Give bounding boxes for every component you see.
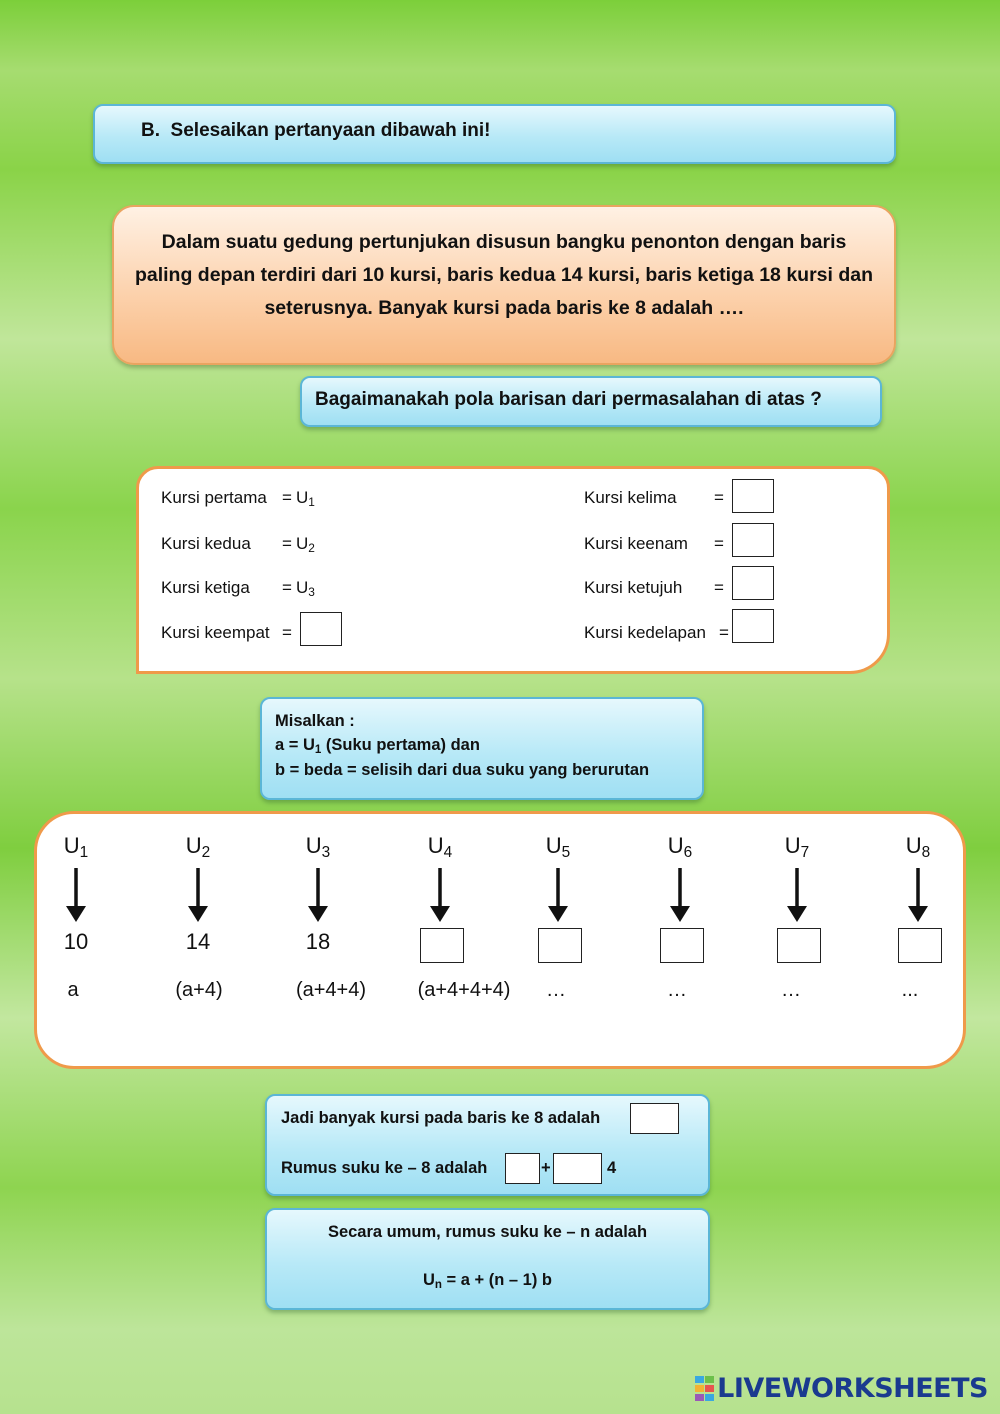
kursi-eq-1: = [282, 488, 292, 507]
kursi-eq-4: = [282, 623, 292, 642]
kursi-label-2: Kursi kedua [161, 534, 251, 553]
umum-box [265, 1208, 710, 1310]
kursi-label-8: Kursi kedelapan [584, 623, 706, 642]
kursi-label-6: Kursi keenam [584, 534, 688, 553]
jadi-line1: Jadi banyak kursi pada baris ke 8 adalah [281, 1109, 601, 1127]
section-title: B. Selesaikan pertanyaan dibawah ini! [141, 120, 491, 141]
term-expression-u1: a [67, 979, 79, 1001]
kursi-label-7: Kursi ketujuh [584, 578, 683, 597]
term-expression-u4: (a+4+4+4) [417, 979, 511, 1001]
liveworksheets-logo [695, 1373, 988, 1404]
term-expression-u3: (a+4+4) [295, 979, 367, 1001]
kursi-eq-8: = [719, 623, 729, 642]
jadi-line2: Rumus suku ke – 8 adalah [281, 1159, 488, 1177]
rumus-b-input[interactable] [553, 1153, 602, 1184]
term-expression-u7: … [781, 979, 801, 1001]
down-arrow-icon [186, 866, 210, 924]
kursi-eq-7: = [714, 578, 724, 597]
term-label-u7: $U_7$ [784, 833, 810, 861]
kursi-keenam-input[interactable] [732, 523, 774, 557]
rumus-plus: + [541, 1159, 551, 1177]
term-value-u2: 14 [185, 929, 211, 954]
term-value-u3: 18 [305, 929, 331, 954]
kursi-label-5: Kursi kelima [584, 488, 677, 507]
term-answer-u6[interactable] [660, 928, 704, 963]
problem-box [112, 205, 896, 365]
term-label-u1: $U_1$ [63, 833, 89, 861]
problem-text: Dalam suatu gedung pertunjukan disusun bangku penonton dengan baris paling depan terdiri dari 10 kursi, baris kedua 14 kursi, baris ketiga 18 kursi dan seterusnya. Banyak kursi pada baris ke 8 adalah …. [134, 231, 874, 319]
misalkan-line1: $a = U_1$ (Suku pertama) dan [275, 736, 480, 756]
jadi-answer-input[interactable] [630, 1103, 679, 1134]
misalkan-title: Misalkan : [275, 712, 355, 730]
kursi-eq-5: = [714, 488, 724, 507]
question-box [300, 376, 882, 427]
rumus-a-input[interactable] [505, 1153, 540, 1184]
kursi-label-1: Kursi pertama [161, 488, 267, 507]
term-answer-u7[interactable] [777, 928, 821, 963]
kursi-eq-2: = [282, 534, 292, 553]
section-title-box [93, 104, 896, 164]
question-text: Bagaimanakah pola barisan dari permasalahan di atas ? [315, 389, 822, 410]
kursi-label-4: Kursi keempat [161, 623, 270, 642]
kursi-value-2: $U_2$ [296, 534, 315, 555]
kursi-value-1: $U_1$ [296, 488, 315, 509]
down-arrow-icon [546, 866, 570, 924]
kursi-kedelapan-input[interactable] [732, 609, 774, 643]
term-label-u4: $U_4$ [427, 833, 453, 861]
kursi-ketujuh-input[interactable] [732, 566, 774, 600]
down-arrow-icon [428, 866, 452, 924]
umum-line1: Secara umum, rumus suku ke – n adalah [327, 1223, 648, 1241]
term-label-u5: $U_5$ [545, 833, 571, 861]
umum-formula: $U_n = a + (n - 1)$ b [422, 1271, 553, 1291]
down-arrow-icon [306, 866, 330, 924]
term-answer-u8[interactable] [898, 928, 942, 963]
kursi-label-3: Kursi ketiga [161, 578, 250, 597]
term-expression-u2: (a+4) [175, 979, 223, 1001]
term-expression-u5: … [546, 979, 566, 1001]
term-label-u6: $U_6$ [667, 833, 693, 861]
term-label-u3: $U_3$ [305, 833, 331, 861]
term-label-u8: $U_8$ [905, 833, 931, 861]
kursi-eq-3: = [282, 578, 292, 597]
down-arrow-icon [668, 866, 692, 924]
term-label-u2: $U_2$ [185, 833, 211, 861]
kursi-kelima-input[interactable] [732, 479, 774, 513]
term-expression-u8: ... [901, 979, 919, 1001]
term-answer-u4[interactable] [420, 928, 464, 963]
down-arrow-icon [64, 866, 88, 924]
down-arrow-icon [906, 866, 930, 924]
liveworksheets-brand-text: LIVEWORKSHEETS [717, 1373, 988, 1404]
kursi-value-3: $U_3$ [296, 578, 315, 599]
down-arrow-icon [785, 866, 809, 924]
term-expression-u6: … [667, 979, 687, 1001]
term-answer-u5[interactable] [538, 928, 582, 963]
kursi-keempat-input[interactable] [300, 612, 342, 646]
rumus-four: 4 [607, 1159, 617, 1177]
term-value-u1: 10 [63, 929, 89, 954]
misalkan-box [260, 697, 704, 800]
misalkan-line2: b = beda = selisih dari dua suku yang berurutan [275, 761, 650, 779]
kursi-eq-6: = [714, 534, 724, 553]
liveworksheets-logo-icon [695, 1376, 715, 1402]
jadi-box [265, 1094, 710, 1196]
